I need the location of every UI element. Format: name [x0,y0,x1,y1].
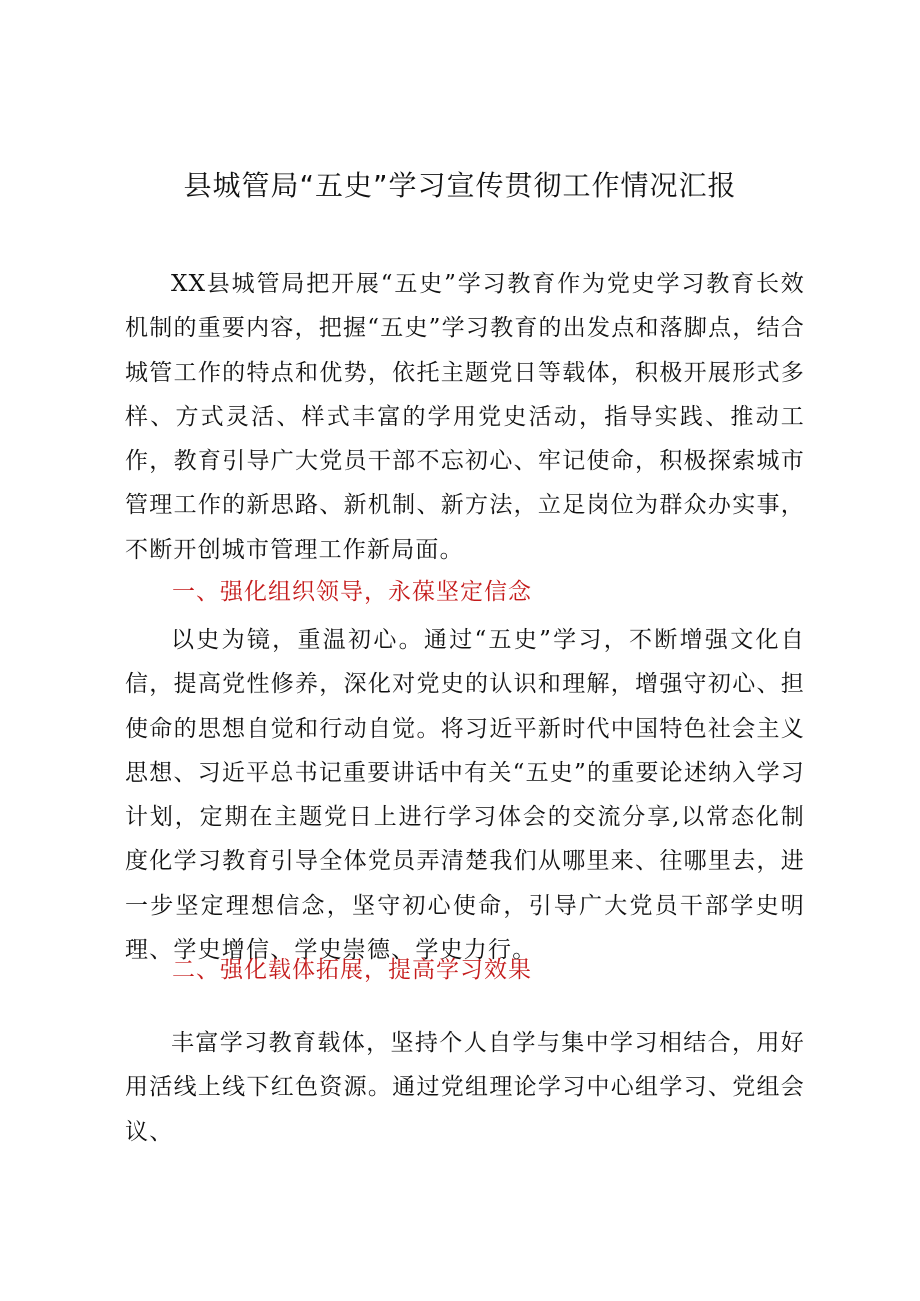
intro-paragraph: XX县城管局把开展“五史”学习教育作为党史学习教育长效机制的重要内容，把握“五史”学习教育的出发点和落脚点，结合城管工作的特点和优势，依托主题党日等载体，积极开展形式多样、方式灵活、样式丰富的学用党史活动，指导实践、推动工作，教育引导广大党员干部不忘初心、牢记使命，积极探索城市管理工作的新思路、新机制、新方法，立足岗位为群众办实事，不断开创城市管理工作新局面。 [125,271,805,563]
section-heading-1: 一、强化组织领导，永葆坚定信念 [172,579,532,605]
document-title: 县城管局“五史”学习宣传贯彻工作情况汇报 [183,169,737,202]
section-paragraph-1: 以史为镜，重温初心。通过“五史”学习，不断增强文化自信，提高党性修养，深化对党史的认识和理解，增强守初心、担使命的思想自觉和行动自觉。将习近平新时代中国特色社会主义思想、习近平总书记重要讲话中有关“五史”的重要论述纳入学习计划，定期在主题党日上进行学习体会的交流分享,以常态化制度化学习教育引导全体党员弄清楚我们从哪里来、往哪里去，进一步坚定理想信念，坚守初心使命，引导广大党员干部学史明理、学史增信、学史崇德、学史力行。 [125,627,805,964]
section-heading-2: 二、强化载体拓展，提高学习效果 [172,957,532,983]
section-paragraph-2: 丰富学习教育载体，坚持个人自学与集中学习相结合，用好用活线上线下红色资源。通过党组理论学习中心组学习、党组会议、 [125,1030,805,1145]
